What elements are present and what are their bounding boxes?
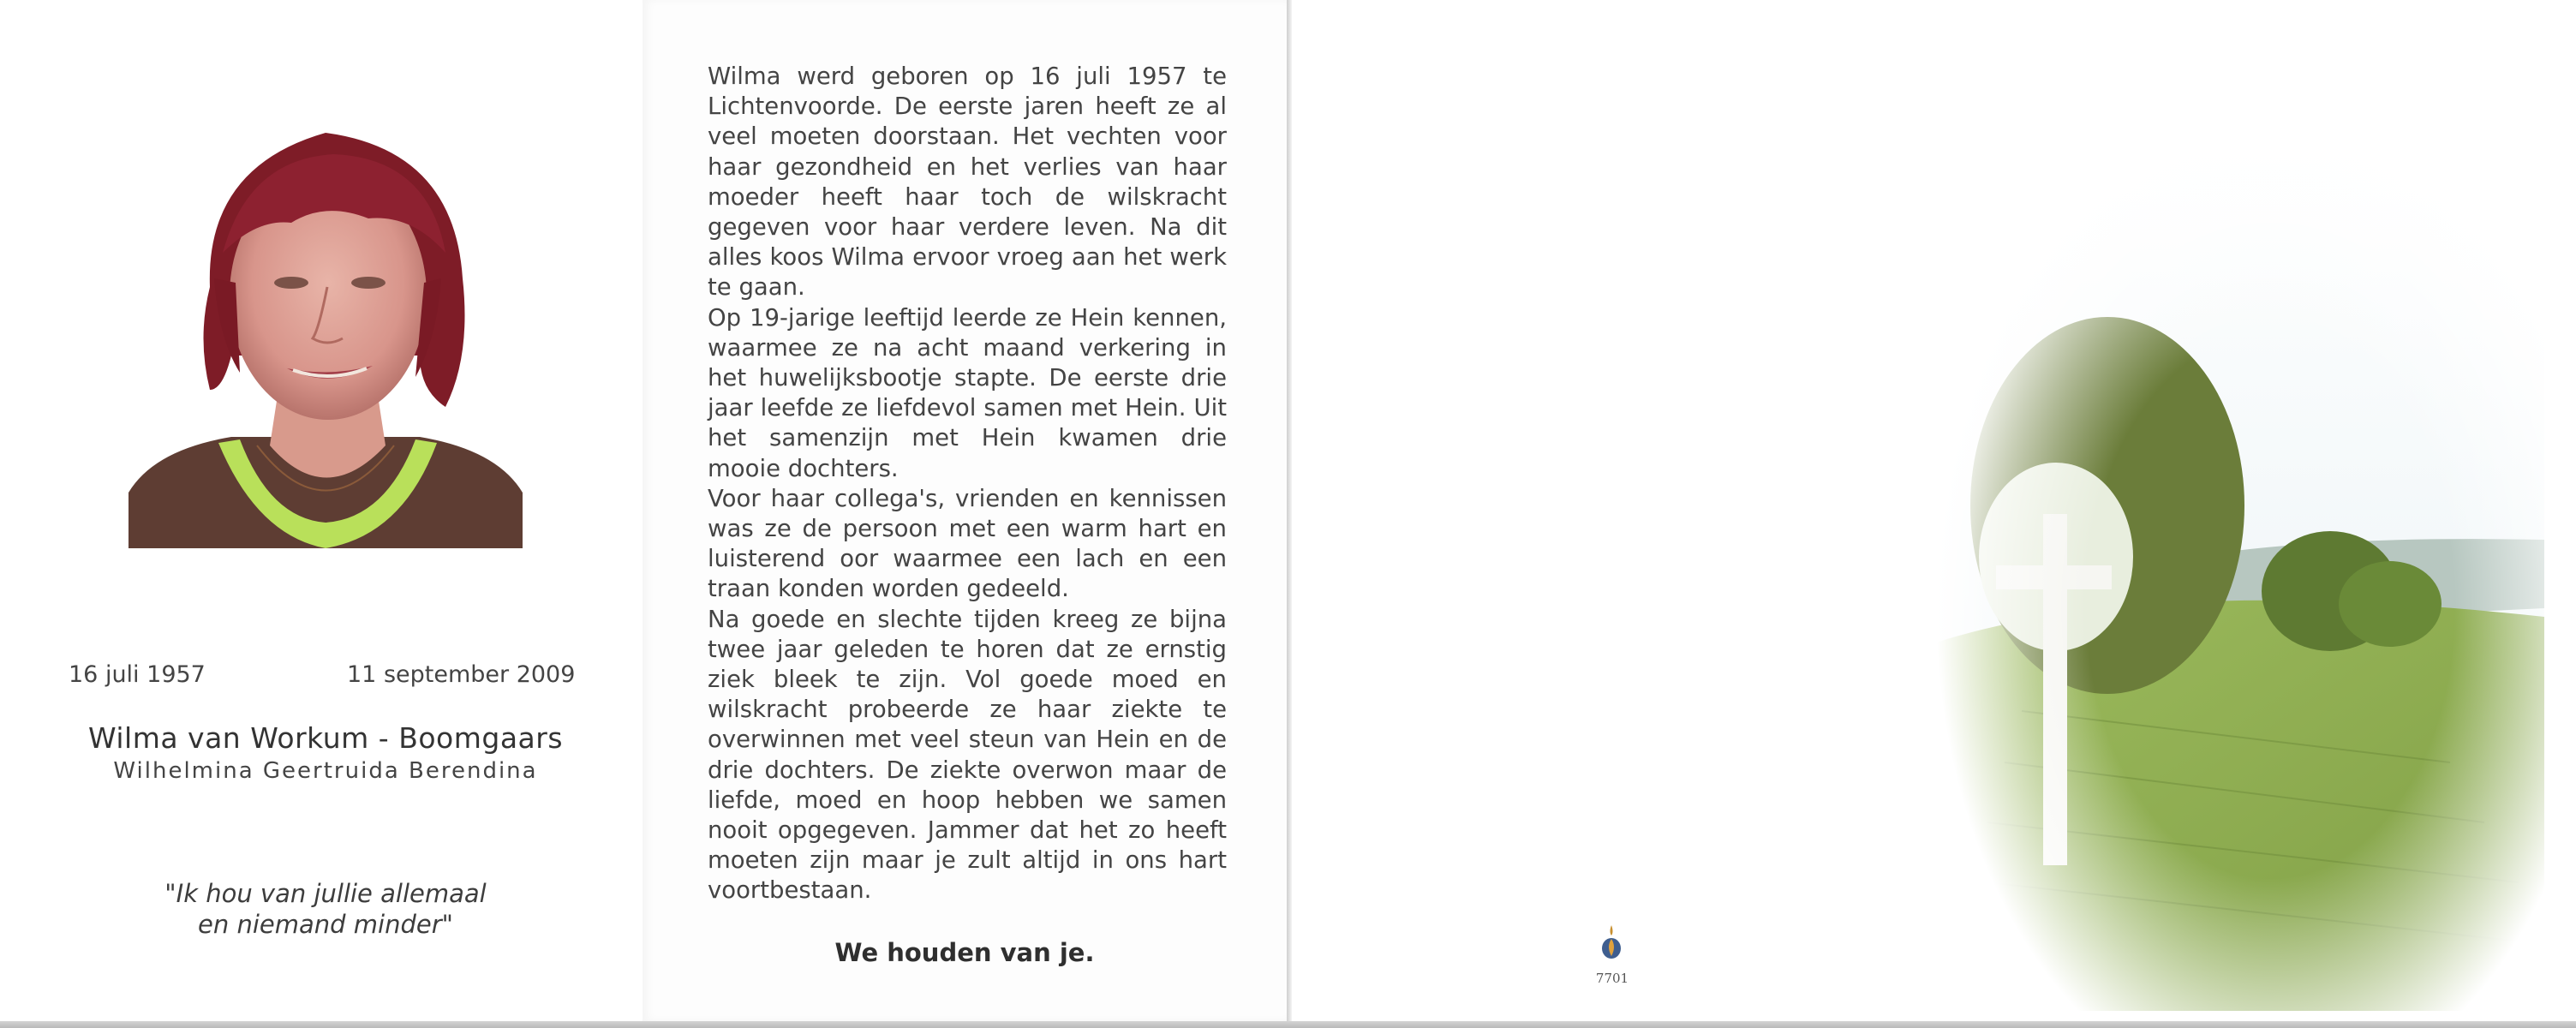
flame-logo-icon [1599, 925, 1624, 959]
closing-line: We houden van je. [834, 938, 1095, 967]
scan-bottom-edge [0, 1021, 2576, 1028]
left-panel [0, 0, 643, 1021]
death-date: 11 september 2009 [347, 661, 576, 688]
landscape-with-cross-image [1936, 111, 2544, 1011]
print-code: 7701 [1595, 971, 1629, 986]
full-given-names: Wilhelmina Geertruida Berendina [113, 758, 538, 784]
deceased-name: Wilma van Workum - Boomgaars [87, 721, 564, 755]
quote-line-1: "Ik hou van jullie allemaal [164, 879, 487, 908]
bio-paragraph: Wilma werd geboren op 16 juli 1957 te Lichtenvoorde. De eerste jaren heeft ze al veel moeten doorstaan. Het vechten voor haar gezondheid en het verlies van haar moeder heeft haar toch de wilskracht gegeven voor haar verdere leven. Na dit alles koos Wilma ervoor vroeg aan het werk te gaan. [708, 63, 1227, 302]
bio-paragraph: Voor haar collega's, vrienden en kennissen was ze de persoon met een warm hart en luisterend oor waarmee een lach en een traan konden worden gedeeld. [708, 484, 1227, 603]
birth-date: 16 juli 1957 [69, 661, 206, 688]
quote [0, 878, 651, 940]
portrait-photo [129, 133, 523, 548]
bio-paragraph: Op 19-jarige leeftijd leerde ze Hein kennen, waarmee ze na acht maand verkering in het huwelijksbootje stapte. De eerste drie jaar leefde ze liefdevol samen met Hein. Uit het samenzijn met Hein kwamen drie mooie dochters. [708, 303, 1227, 482]
bio-paragraph: Na goede en slechte tijden kreeg ze bijna twee jaar geleden te horen dat ze ernstig ziek bleek te zijn. Vol goede moed en wilskracht probeerde ze haar ziekte te overwinnen met veel steun van Hein en de drie dochters. De ziekte overwon maar de liefde, moed en hoop hebben we samen nooit opgegeven. Jammer dat het zo heeft moeten zijn maar je zult altijd in ons hart voortbestaan. [708, 605, 1227, 905]
quote-line-2: en niemand minder" [198, 910, 453, 939]
biography-text [708, 62, 1227, 906]
